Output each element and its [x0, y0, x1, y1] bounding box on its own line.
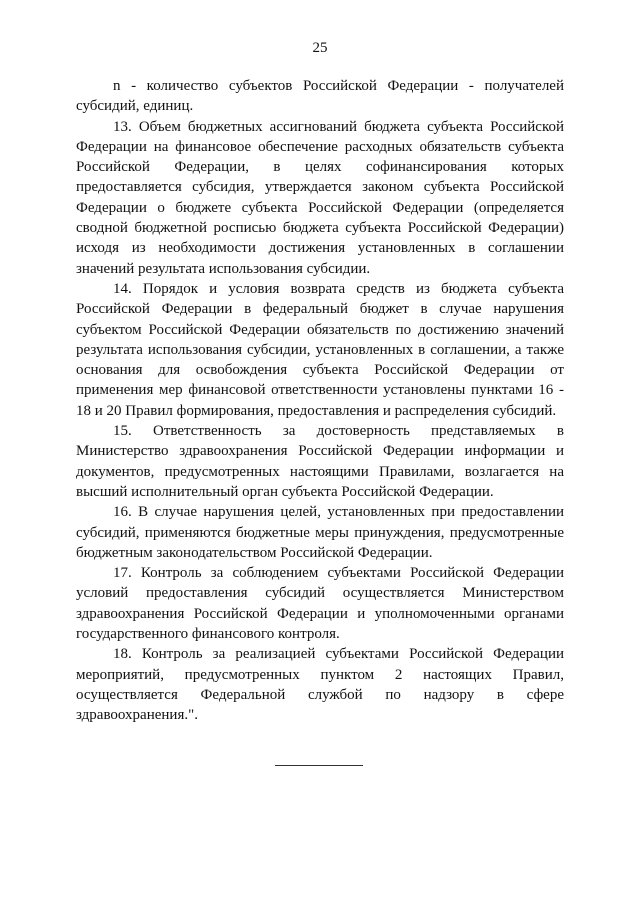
paragraph-15: 15. Ответственность за достоверность представляемых в Министерство здравоохранения Российской Федерации информации и документов, предусмотренных настоящими Правилами, возлагается на высший исполнительный орган субъекта Российской Федерации.: [76, 423, 564, 500]
paragraph-17: 17. Контроль за соблюдением субъектами Российской Федерации условий предоставления субсидий осуществляется Министерством здравоохранения Российской Федерации и уполномоченными органами государственного финансового контроля.: [76, 565, 564, 643]
document-body: [76, 76, 564, 726]
paragraph-14: 14. Порядок и условия возврата средств из бюджета субъекта Российской Федерации в федеральный бюджет в случае нарушения субъектом Российской Федерации обязательств по достижению значений результата использования субсидии, установленных в соглашении, а также основания для освобождения субъекта Российской Федерации от применения мер финансовой ответственности установлены пунктами 16 - 18 и 20 Правил формирования, предоставления и распределения субсидий.: [76, 280, 564, 419]
paragraph-n-definition: n - количество субъектов Российской Федерации - получателей субсидий, единиц.: [76, 78, 564, 115]
paragraph-16: 16. В случае нарушения целей, установленных при предоставлении субсидий, применяются бюджетные меры принуждения, предусмотренные бюджетным законодательством Российской Федерации.: [76, 504, 564, 561]
paragraph-13: 13. Объем бюджетных ассигнований бюджета субъекта Российской Федерации на финансовое обеспечение расходных обязательств субъекта Российской Федерации, в целях софинансирования которых предоставляется субсидия, утверждается законом субъекта Российской Федерации о бюджете субъекта Российской Федерации (определяется сводной бюджетной росписью бюджета субъекта Российской Федерации) исходя из необходимости достижения установленных в соглашении значений результата использования субсидии.: [76, 118, 564, 277]
paragraph-18: 18. Контроль за реализацией субъектами Российской Федерации мероприятий, предусмотренных пунктом 2 настоящих Правил, осуществляется Федеральной службой по надзору в сфере здравоохранения.".: [76, 646, 564, 724]
page-number: 25: [312, 40, 328, 56]
end-divider: [275, 765, 363, 766]
